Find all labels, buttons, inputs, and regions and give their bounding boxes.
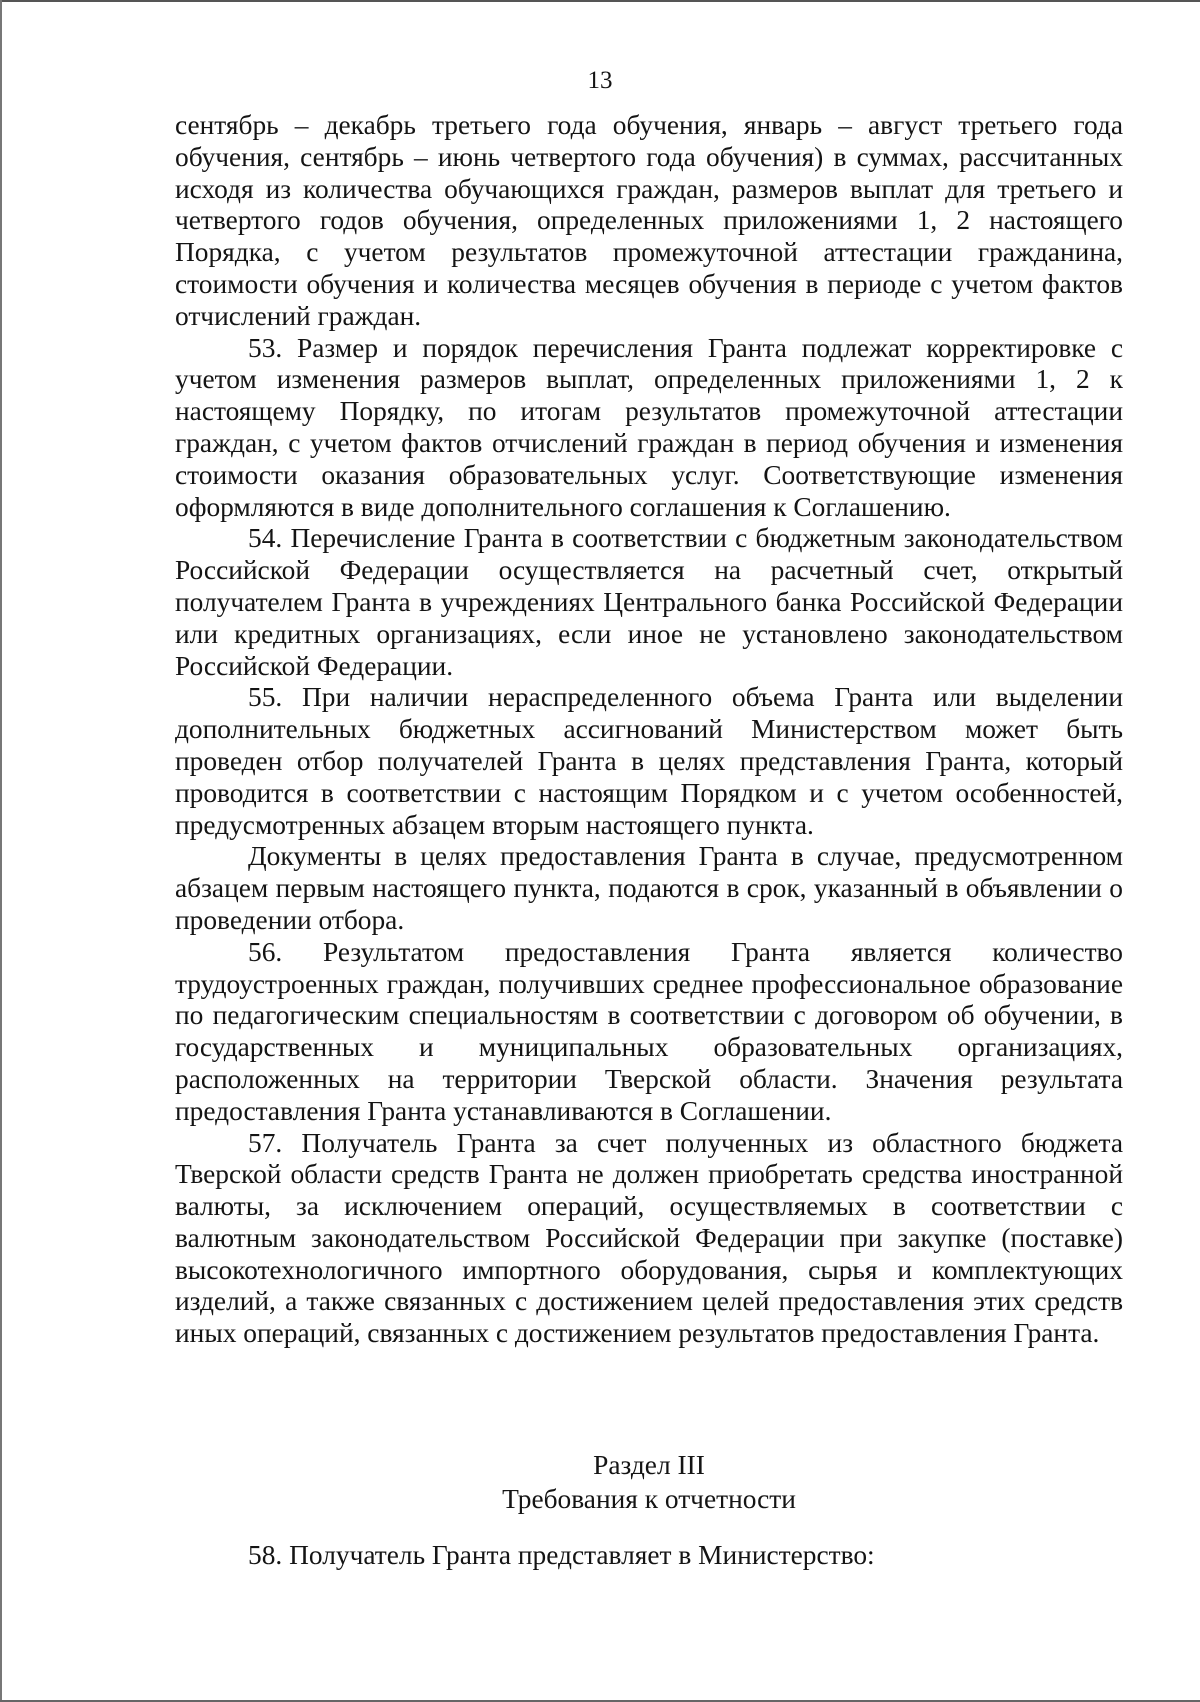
paragraph-54: 54. Перечисление Гранта в соответствии с бюджетным законодательством Российской Федерации осуществляется на расчетный счет, открытый получателем Гранта в учреждениях Центрального банка Российской Федерации или кредитных организациях, если иное не установлено законодательством Российской Федерации. (175, 523, 1123, 681)
scan-edge-left (0, 0, 2, 1702)
section-number: Раздел III (593, 1450, 705, 1480)
paragraph-56: 56. Результатом предоставления Гранта является количество трудоустроенных граждан, получивших среднее профессиональное образование по педагогическим специальностям в соответствии с договором об обучении, в государственных и муниципальных образовательных организациях, расположенных на территории Тверской области. Значения результата предоставления Гранта устанавливаются в Соглашении. (175, 936, 1123, 1126)
section-heading (175, 1448, 1123, 1516)
paragraph-55: 55. При наличии нераспределенного объема Гранта или выделении дополнительных бюджетных ассигнований Министерством может быть проведен отбор получателей Гранта в целях представления Гранта, который проводится в соответствии с настоящим Порядком и с учетом особенностей, предусмотренных абзацем вторым настоящего пункта. (175, 682, 1123, 840)
paragraph-58: 58. Получатель Гранта представляет в Министерство: (248, 1540, 875, 1570)
page-number: 13 (587, 67, 613, 94)
scan-edge-top (0, 0, 1200, 2)
paragraph-55-documents: Документы в целях предоставления Гранта в случае, предусмотренном абзацем первым настоящего пункта, подаются в срок, указанный в объявлении о проведении отбора. (175, 841, 1123, 935)
section-title: Требования к отчетности (502, 1484, 796, 1514)
paragraph-57: 57. Получатель Гранта за счет полученных из областного бюджета Тверской области средств Гранта не должен приобретать средства иностранной валюты, за исключением операций, осуществляемых в соответствии с валютным законодательством Российской Федерации при закупке (поставке) высокотехнологичного импортного оборудования, сырья и комплектующих изделий, а также связанных с достижением целей предоставления этих средств иных операций, связанных с достижением результатов предоставления Гранта. (175, 1127, 1123, 1349)
paragraph-continuation: сентябрь – декабрь третьего года обучения, январь – август третьего года обучения, сентябрь – июнь четвертого года обучения) в суммах, рассчитанных исходя из количества обучающихся граждан, размеров выплат для третьего и четвертого годов обучения, определенных приложениями 1, 2 настоящего Порядка, с учетом результатов промежуточной аттестации гражданина, стоимости обучения и количества месяцев обучения в периоде с учетом фактов отчислений граждан. (175, 110, 1123, 331)
paragraph-53: 53. Размер и порядок перечисления Гранта подлежат корректировке с учетом изменения размеров выплат, определенных приложениями 1, 2 к настоящему Порядку, по итогам результатов промежуточной аттестации граждан, с учетом фактов отчислений граждан в период обучения и изменения стоимости оказания образовательных услуг. Соответствующие изменения оформляются в виде дополнительного соглашения к Соглашению. (175, 332, 1123, 522)
document-body (175, 110, 1123, 1350)
